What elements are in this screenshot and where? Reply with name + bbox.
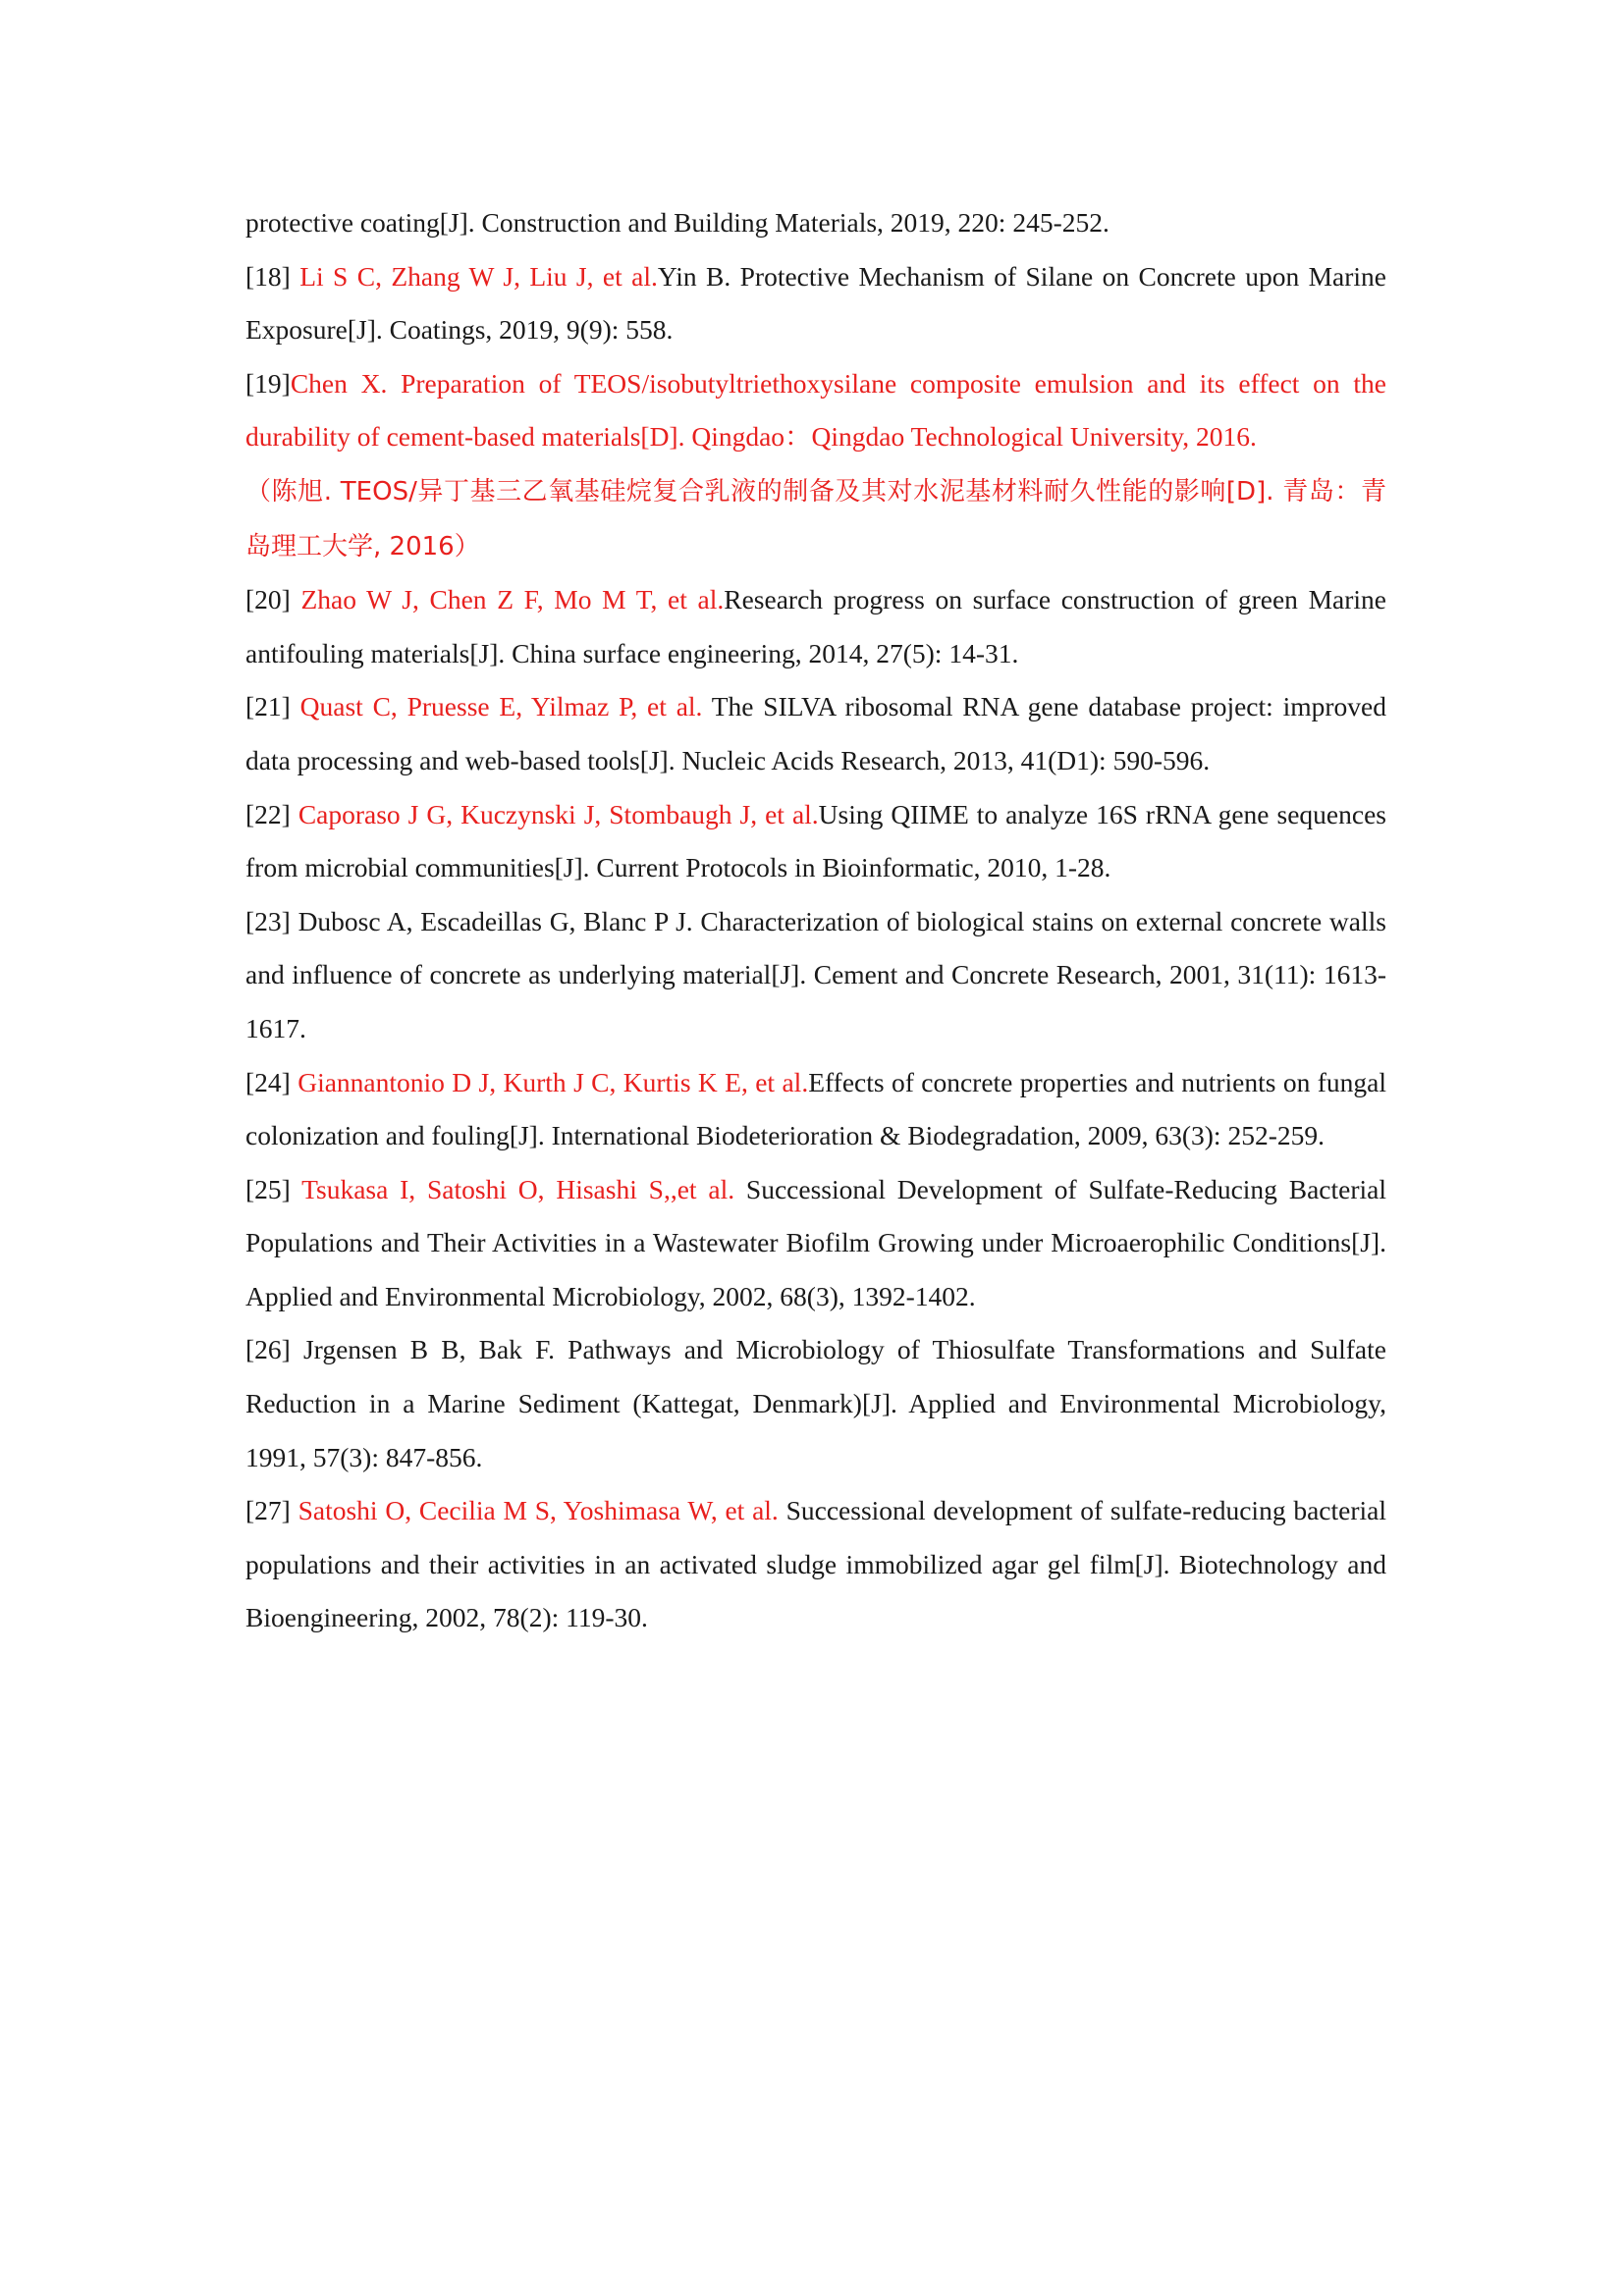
reference-text: Successional development of sulfate-reducing bacterial populations and their activities in an activated sludge immobilized agar gel film[J]. Biotechnology and Bioengineering, 2002, 78(2): 119-30.	[245, 1495, 1386, 1633]
reference-entry-20	[245, 573, 1386, 680]
reference-number: [19]	[245, 367, 291, 399]
reference-number: [18]	[245, 260, 300, 292]
reference-authors-highlight: Satoshi O, Cecilia M S, Yoshimasa W, et al.	[298, 1495, 779, 1526]
reference-number: [26]	[245, 1334, 303, 1365]
reference-text: Jrgensen B B, Bak F. Pathways and Microbiology of Thiosulfate Transformations and Sulfate Reduction in a Marine Sediment (Kattegat, Denmark)[J]. Applied and Environmental Microbiology, 1991, 57(3): 847-856.	[245, 1334, 1386, 1472]
reference-entry-18	[245, 250, 1386, 357]
reference-list	[245, 196, 1386, 1645]
reference-number: [24]	[245, 1066, 298, 1097]
reference-text: Yin B. Protective Mechanism of Silane on Concrete upon Marine Exposure[J]. Coatings, 2019, 9(9): 558.	[245, 260, 1386, 346]
reference-entry-27	[245, 1484, 1386, 1645]
reference-number: [22]	[245, 798, 298, 829]
reference-text: protective coating[J]. Construction and Building Materials, 2019, 220: 245-252.	[245, 207, 1109, 238]
reference-title-highlight: Chen X. Preparation of TEOS/isobutyltriethoxysilane composite emulsion and its effect on the durability of cement-based materials[D]. Qingdao：Qingdao Technological University, 2016.	[245, 367, 1386, 453]
reference-authors-highlight: Tsukasa I, Satoshi O, Hisashi S,,et al.	[301, 1173, 735, 1204]
reference-authors-highlight: Quast C, Pruesse E, Yilmaz P, et al.	[299, 691, 703, 722]
reference-entry-19	[245, 357, 1386, 573]
reference-entry-23	[245, 895, 1386, 1056]
reference-entry-17-continuation	[245, 196, 1386, 250]
reference-chinese-translation: （陈旭. TEOS/异丁基三乙氧基硅烷复合乳液的制备及其对水泥基材料耐久性能的影响[D]. 青岛：青岛理工大学, 2016）	[245, 476, 1386, 561]
reference-entry-24	[245, 1056, 1386, 1163]
reference-number: [23]	[245, 905, 298, 936]
reference-authors-highlight: Giannantonio D J, Kurth J C, Kurtis K E, et al.	[298, 1066, 809, 1097]
reference-text: The SILVA ribosomal RNA gene database project: improved data processing and web-based tools[J]. Nucleic Acids Research, 2013, 41(D1): 590-596.	[245, 691, 1386, 775]
reference-text: Research progress on surface construction of green Marine antifouling materials[J]. China surface engineering, 2014, 27(5): 14-31.	[245, 584, 1386, 668]
reference-entry-26	[245, 1323, 1386, 1484]
reference-text: Effects of concrete properties and nutrients on fungal colonization and fouling[J]. International Biodeterioration & Biodegradation, 2009, 63(3): 252-259.	[245, 1066, 1386, 1151]
reference-entry-21	[245, 680, 1386, 787]
reference-number: [21]	[245, 691, 300, 722]
reference-authors-highlight: Caporaso J G, Kuczynski J, Stombaugh J, et al.	[298, 798, 819, 829]
reference-authors-highlight: Li S C, Zhang W J, Liu J, et al.	[299, 260, 658, 292]
reference-entry-25	[245, 1163, 1386, 1324]
reference-authors-highlight: Zhao W J, Chen Z F, Mo M T, et al.	[300, 584, 725, 615]
reference-text: Dubosc A, Escadeillas G, Blanc P J. Characterization of biological stains on external concrete walls and influence of concrete as underlying material[J]. Cement and Concrete Research, 2001, 31(11): 1613-1617.	[245, 905, 1386, 1043]
reference-number: [25]	[245, 1173, 302, 1204]
reference-text: Using QIIME to analyze 16S rRNA gene sequences from microbial communities[J]. Current Protocols in Bioinformatic, 2010, 1-28.	[245, 798, 1386, 883]
reference-text: Successional Development of Sulfate-Reducing Bacterial Populations and Their Activities in a Wastewater Biofilm Growing under Microaerophilic Conditions[J]. Applied and Environmental Microbiology, 2002, 68(3), 1392-1402.	[245, 1173, 1386, 1311]
reference-number: [27]	[245, 1495, 298, 1526]
reference-number: [20]	[245, 584, 301, 615]
reference-entry-22	[245, 788, 1386, 895]
